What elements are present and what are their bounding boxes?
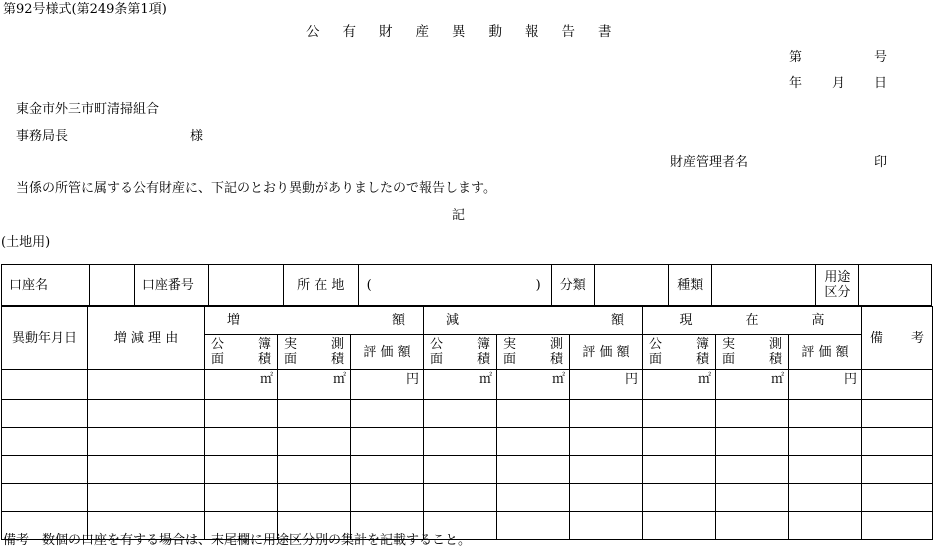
table-cell[interactable] [789, 428, 862, 456]
current-actual-area-cell[interactable]: ㎡ [716, 370, 789, 400]
increase-actual-area-cell[interactable]: ㎡ [278, 370, 351, 400]
sub-char: 積 [330, 352, 344, 367]
decrease-valuation-header: 評 価 額 [570, 335, 643, 370]
location-value[interactable] [358, 265, 551, 306]
table-row [2, 456, 933, 484]
date-day: 日 [874, 76, 888, 91]
category-label: (土地用) [1, 235, 51, 250]
sub-char: 面 [284, 352, 298, 367]
remarks-cell[interactable] [862, 370, 933, 400]
table-cell[interactable] [570, 512, 643, 540]
increase-char: 額 [391, 313, 405, 328]
table-row [2, 307, 933, 335]
remarks-char: 備 [870, 330, 884, 346]
sub-char: 積 [549, 352, 563, 367]
decrease-public-area-header [424, 335, 497, 370]
table-row [2, 484, 933, 512]
table-cell[interactable] [88, 400, 205, 428]
table-cell[interactable] [278, 484, 351, 512]
decrease-header [424, 307, 643, 335]
date-month: 月 [832, 76, 846, 91]
sub-char: 積 [476, 352, 490, 367]
number-dai: 第 [789, 50, 803, 65]
current-valuation-header: 評 価 額 [789, 335, 862, 370]
sub-char: 実 [722, 337, 736, 352]
current-valuation-cell[interactable]: 円 [789, 370, 862, 400]
table-row [2, 428, 933, 456]
current-char: 現 [679, 313, 693, 328]
sub-char: 積 [768, 352, 782, 367]
table-cell[interactable] [643, 484, 716, 512]
table-cell[interactable] [497, 512, 570, 540]
usage-line2: 区分 [824, 285, 851, 300]
table-cell[interactable] [716, 512, 789, 540]
table-cell[interactable] [278, 400, 351, 428]
table-cell[interactable] [643, 456, 716, 484]
table-cell[interactable] [497, 428, 570, 456]
table-cell[interactable] [88, 484, 205, 512]
title-char: 動 [488, 24, 502, 40]
table-cell[interactable] [497, 400, 570, 428]
sub-char: 積 [695, 352, 709, 367]
table-cell[interactable] [424, 456, 497, 484]
table-cell[interactable] [716, 456, 789, 484]
table-row [2, 265, 932, 306]
usage-category-label [816, 265, 859, 306]
sub-char: 実 [503, 337, 517, 352]
table-cell[interactable] [643, 428, 716, 456]
table-cell[interactable] [789, 484, 862, 512]
classification-label: 分類 [551, 265, 594, 306]
sub-char: 測 [768, 337, 782, 352]
sub-char: 面 [430, 352, 444, 367]
sub-char: 面 [211, 352, 225, 367]
sub-char: 測 [549, 337, 563, 352]
sub-char: 簿 [476, 337, 490, 352]
date-year: 年 [789, 76, 803, 91]
table-cell[interactable] [643, 512, 716, 540]
table-cell[interactable] [2, 428, 88, 456]
table-cell[interactable] [862, 428, 933, 456]
number-go: 号 [874, 50, 888, 65]
table-cell[interactable] [2, 456, 88, 484]
current-public-area-header [643, 335, 716, 370]
current-char: 高 [811, 313, 825, 328]
title-char: 異 [452, 24, 466, 40]
table-row [2, 370, 933, 400]
classification-value[interactable] [594, 265, 669, 306]
account-number-label: 口座番号 [134, 265, 209, 306]
kind-label: 種類 [669, 265, 712, 306]
usage-line1: 用途 [824, 270, 851, 285]
account-name-label: 口座名 [2, 265, 90, 306]
increase-actual-area-header [278, 335, 351, 370]
table-cell[interactable] [205, 456, 278, 484]
table-cell[interactable] [862, 484, 933, 512]
table-cell[interactable] [570, 428, 643, 456]
increase-char: 増 [227, 313, 241, 328]
table-cell[interactable] [862, 456, 933, 484]
location-label: 所 在 地 [284, 265, 359, 306]
title-char: 報 [525, 24, 539, 40]
title-char: 書 [598, 24, 612, 40]
table-cell[interactable] [88, 428, 205, 456]
form-number: 第92号様式(第249条第1項) [3, 2, 167, 17]
table-cell[interactable] [205, 400, 278, 428]
reason-cell[interactable] [88, 370, 205, 400]
table-cell[interactable] [278, 428, 351, 456]
change-date-header: 異動年月日 [2, 307, 88, 370]
decrease-valuation-cell[interactable]: 円 [570, 370, 643, 400]
manager-label: 財産管理者名 [670, 155, 749, 170]
sub-char: 面 [503, 352, 517, 367]
usage-category-value[interactable] [859, 265, 932, 306]
sub-char: 公 [649, 337, 663, 352]
title-char: 財 [379, 24, 393, 40]
sub-char: 簿 [257, 337, 271, 352]
account-number-value[interactable] [209, 265, 284, 306]
table-cell[interactable] [570, 456, 643, 484]
table-cell[interactable] [862, 400, 933, 428]
table-cell[interactable] [88, 456, 205, 484]
sub-char: 実 [284, 337, 298, 352]
seal-mark: 印 [874, 155, 888, 170]
body-text: 当係の所管に属する公有財産に、下記のとおり異動がありましたので報告します。 [16, 181, 496, 196]
table-cell[interactable] [351, 400, 424, 428]
increase-public-area-header [205, 335, 278, 370]
sub-char: 測 [330, 337, 344, 352]
table-cell[interactable] [2, 484, 88, 512]
table-cell[interactable] [716, 484, 789, 512]
remarks-char: 考 [910, 330, 924, 346]
table-cell[interactable] [716, 400, 789, 428]
table-cell[interactable] [424, 428, 497, 456]
table-cell[interactable] [716, 428, 789, 456]
current-public-area-cell[interactable]: ㎡ [643, 370, 716, 400]
change-detail-table [1, 306, 933, 540]
title-char: 告 [561, 24, 575, 40]
table-cell[interactable] [643, 400, 716, 428]
remarks-header [862, 307, 933, 370]
footer-note-label: 備考 [3, 533, 30, 548]
table-cell[interactable] [351, 456, 424, 484]
addressee-org: 東金市外三市町清掃組合 [16, 102, 160, 117]
table-row [2, 400, 933, 428]
sub-char: 公 [430, 337, 444, 352]
table-cell[interactable] [789, 512, 862, 540]
footer-note-text: 数個の口座を有する場合は、末尾欄に用途区分別の集計を記載すること。 [42, 533, 472, 548]
increase-valuation-cell[interactable]: 円 [351, 370, 424, 400]
ki-label: 記 [452, 208, 466, 223]
table-cell[interactable] [497, 484, 570, 512]
title-char: 産 [415, 24, 429, 40]
table-cell[interactable] [497, 456, 570, 484]
table-cell[interactable] [351, 428, 424, 456]
increase-valuation-header: 評 価 額 [351, 335, 424, 370]
document-title [306, 24, 635, 41]
increase-header [205, 307, 424, 335]
current-header [643, 307, 862, 335]
sub-char: 簿 [695, 337, 709, 352]
decrease-actual-area-header [497, 335, 570, 370]
kind-value[interactable] [712, 265, 816, 306]
table-cell[interactable] [424, 400, 497, 428]
sub-char: 積 [257, 352, 271, 367]
table-cell[interactable] [570, 484, 643, 512]
title-char: 公 [306, 24, 320, 40]
property-change-table [1, 264, 932, 306]
sub-char: 面 [722, 352, 736, 367]
table-cell[interactable] [2, 400, 88, 428]
addressee-sama: 様 [190, 129, 204, 144]
decrease-actual-area-cell[interactable]: ㎡ [497, 370, 570, 400]
sub-char: 公 [211, 337, 225, 352]
increase-public-area-cell[interactable]: ㎡ [205, 370, 278, 400]
location-paren-close: ) [535, 277, 541, 293]
account-name-value[interactable] [89, 265, 134, 306]
table-cell[interactable] [278, 456, 351, 484]
table-cell[interactable] [789, 400, 862, 428]
decrease-public-area-cell[interactable]: ㎡ [424, 370, 497, 400]
sub-char: 面 [649, 352, 663, 367]
reason-header: 増 減 理 由 [88, 307, 205, 370]
addressee-title: 事務局長 [16, 129, 69, 144]
table-cell[interactable] [862, 512, 933, 540]
table-cell[interactable] [570, 400, 643, 428]
decrease-char: 額 [610, 313, 624, 328]
table-cell[interactable] [789, 456, 862, 484]
change-date-cell[interactable] [2, 370, 88, 400]
location-paren-open: ( [366, 277, 372, 293]
title-char: 有 [342, 24, 356, 40]
table-cell[interactable] [351, 484, 424, 512]
decrease-char: 減 [446, 313, 460, 328]
current-char: 在 [745, 313, 759, 328]
table-cell[interactable] [424, 484, 497, 512]
table-cell[interactable] [205, 428, 278, 456]
current-actual-area-header [716, 335, 789, 370]
table-cell[interactable] [205, 484, 278, 512]
